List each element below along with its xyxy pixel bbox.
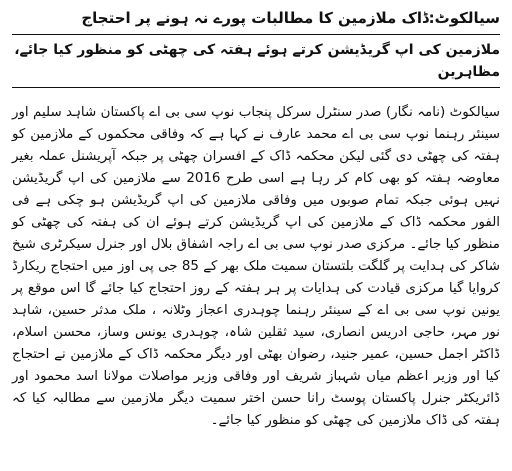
headline-divider (12, 34, 500, 35)
article-body: سیالکوٹ (نامہ نگار) صدر سنٹرل سرکل پنجاب نوپ سی بی اے پاکستان شاہد سلیم اور سینئر رہنما نوپ سی بی اے محمد عارف نے کہا ہے کہ وفاقی محکموں کے ملازمین کو ہفتہ کی چھٹی دی گئی لیکن محکمہ ڈاک کے افسران چھٹی پر جبکہ آپریشنل عملہ بغیر معاوضہ ہفتہ کو بھی کام کر رہا ہے اسی طرح 2016 سے ملازمین کی اپ گریڈیشن نہیں ہوئی جبکہ تمام صوبوں میں وفاقی ملازمین کی اپ گریڈیشن ہو چکی ہے فی الفور محکمہ ڈاک کے ملازمین کی اپ گریڈیشن کرتے ہوئے ان کی ہفتہ کی چھٹی کو منظور کیا جائے۔ مرکزی صدر نوپ سی بی اے راجہ اشفاق بلال اور جنرل سیکرٹری شیخ شاکر کی ہدایت پر گلگت بلتستان سمیت ملک بھر کے 85 جی پی اوز میں احتجاج ریکارڈ کروایا گیا مرکزی قیادت کی ہدایات پر ہر ہفتہ کے روز احتجاج کیا جائے گا اس موقع پر یونین نوپ سی بی اے کے سینئر رہنما چوہدری اعجاز وٹلانہ ، ملک مدثر حسین، شاہد نور مہر، حاجی ادریس انصاری، سید ثقلین شاہ، چوہدری یونس وساز، محسن اسلام، ڈاکٹر اجمل حسین، عمیر جنید، رضوان بھٹی اور دیگر محکمہ ڈاک کے ملازمین نے احتجاج کیا اور وزیر اعظم میاں شہباز شریف اور وفاقی وزیر مواصلات مولانا اسد محمود اور ڈائریکٹر جنرل پاکستان پوسٹ رانا حسن اختر سمیت دیگر ملازمین سے مطالبہ کیا کہ ہفتہ کی ڈاک ملازمین کی چھٹی کو منظور کیا جائے۔ (12, 105, 500, 428)
headline: سیالکوٹ:ڈاک ملازمین کا مطالبات پورے نہ ہونے پر احتجاج (81, 9, 500, 27)
subheadline: ملازمین کی اپ گریڈیشن کرتے ہوئے ہفتہ کی چھٹی کو منظور کیا جائے، مظاہرین (14, 42, 500, 80)
subheadline-divider (12, 87, 500, 88)
